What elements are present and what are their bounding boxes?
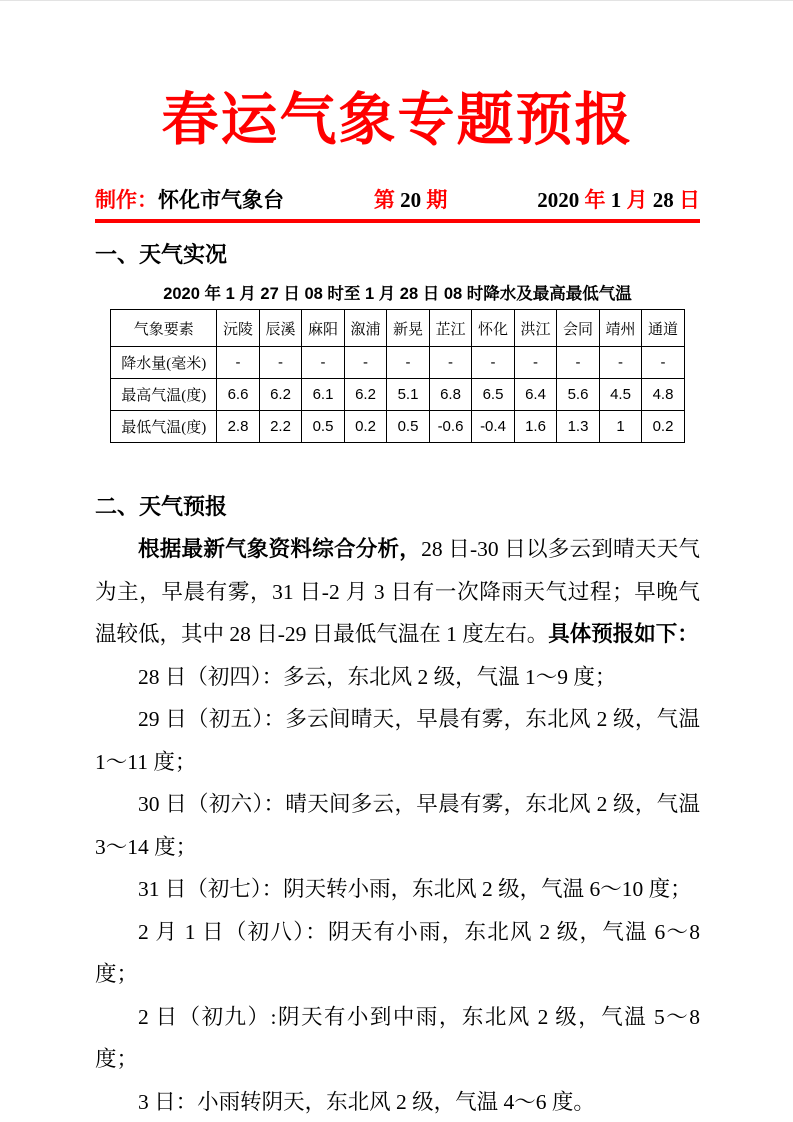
issue-number <box>374 184 448 214</box>
section2-heading: 二、天气预报 <box>95 494 228 520</box>
value-cell: 4.5 <box>599 379 642 411</box>
value-cell: 1.3 <box>557 411 600 443</box>
value-cell: 1 <box>599 411 642 443</box>
value-cell: 6.4 <box>514 379 557 411</box>
section1-heading: 一、天气实况 <box>95 242 228 268</box>
forecast-paragraph: 30 日（初六）：晴天间多云，早晨有雾，东北风 2 级，气温 3～14 度； <box>95 792 700 859</box>
value-cell: 6.1 <box>302 379 345 411</box>
value-cell: 6.6 <box>217 379 260 411</box>
row-label: 最高气温(度) <box>111 379 217 411</box>
value-cell: - <box>387 347 430 379</box>
date-day-char: 日 <box>673 188 700 213</box>
value-cell: 5.1 <box>387 379 430 411</box>
issue-value: 20 <box>400 188 422 213</box>
value-cell: - <box>302 347 345 379</box>
date-year-char: 年 <box>579 188 611 213</box>
value-cell: 6.2 <box>259 379 302 411</box>
row-label: 最低气温(度) <box>111 411 217 443</box>
date-month: 1 <box>610 188 622 213</box>
forecast-paragraph: 29 日（初五）：多云间晴天，早晨有雾，东北风 2 级，气温 1～11 度； <box>95 707 700 774</box>
table-head <box>111 310 685 347</box>
date-day: 28 <box>652 188 674 213</box>
intro-body-text: 28 日-30 日以多云到晴天天气为主，早晨有雾，31 日-2 月 3 日有一次降雨天气过程；早晚气温较低，其中 28 日-29 日最低气温在 1 度左右。 <box>95 537 700 647</box>
forecast-list <box>95 656 700 1122</box>
forecast-paragraph: 28 日（初四）：多云，东北风 2 级，气温 1～9 度； <box>138 664 617 689</box>
value-cell: - <box>259 347 302 379</box>
value-cell: - <box>642 347 685 379</box>
value-cell: 6.2 <box>344 379 387 411</box>
document-page <box>0 83 793 1122</box>
column-header: 洪江 <box>514 310 557 347</box>
date-year: 2020 <box>537 188 580 213</box>
producer <box>95 184 284 214</box>
value-cell: 6.5 <box>472 379 515 411</box>
column-header: 会同 <box>557 310 600 347</box>
table-row <box>111 347 685 379</box>
column-header: 气象要素 <box>111 310 217 347</box>
column-header: 新晃 <box>387 310 430 347</box>
column-header: 沅陵 <box>217 310 260 347</box>
intro-lead-bold: 根据最新气象资料综合分析， <box>138 537 422 562</box>
issue-date <box>537 184 700 214</box>
page-title: 春运气象专题预报 <box>161 89 634 152</box>
value-cell: 0.2 <box>642 411 685 443</box>
column-header: 通道 <box>642 310 685 347</box>
forecast-paragraph: 2 月 1 日（初八）：阴天有小雨，东北风 2 级，气温 6～8 度； <box>95 919 700 987</box>
issue-suffix: 期 <box>421 188 448 213</box>
value-cell: 6.8 <box>429 379 472 411</box>
value-cell: - <box>599 347 642 379</box>
column-header: 辰溪 <box>259 310 302 347</box>
forecast-paragraph: 2 日（初九）:阴天有小到中雨，东北风 2 级，气温 5～8 度； <box>95 1004 700 1072</box>
value-cell: -0.4 <box>472 411 515 443</box>
value-cell: 2.8 <box>217 411 260 443</box>
column-header: 芷江 <box>429 310 472 347</box>
producer-label: 制作： <box>95 188 158 213</box>
value-cell: - <box>344 347 387 379</box>
meta-row <box>95 184 700 214</box>
value-cell: -0.6 <box>429 411 472 443</box>
column-header: 靖州 <box>599 310 642 347</box>
row-label: 降水量(毫米) <box>111 347 217 379</box>
table-body <box>111 347 685 443</box>
intro-paragraph <box>95 528 700 656</box>
value-cell: 5.6 <box>557 379 600 411</box>
value-cell: - <box>514 347 557 379</box>
column-header: 溆浦 <box>344 310 387 347</box>
value-cell: - <box>557 347 600 379</box>
value-cell: 4.8 <box>642 379 685 411</box>
value-cell: 1.6 <box>514 411 557 443</box>
value-cell: 0.5 <box>302 411 345 443</box>
table-title: 2020 年 1 月 27 日 08 时至 1 月 28 日 08 时降水及最高最低气温 <box>163 285 632 304</box>
issue-prefix: 第 <box>373 188 401 213</box>
producer-name: 怀化市气象台 <box>158 188 284 213</box>
table-row <box>111 379 685 411</box>
column-header: 麻阳 <box>302 310 345 347</box>
table-header-row <box>111 310 685 347</box>
value-cell: 0.5 <box>387 411 430 443</box>
forecast-paragraph: 31 日（初七）：阴天转小雨，东北风 2 级，气温 6～10 度； <box>138 877 692 902</box>
value-cell: 0.2 <box>344 411 387 443</box>
value-cell: - <box>429 347 472 379</box>
intro-tail-bold: 具体预报如下： <box>548 622 699 647</box>
forecast-paragraph: 3 日：小雨转阴天，东北风 2 级，气温 4～6 度。 <box>138 1089 595 1114</box>
date-month-char: 月 <box>621 188 653 213</box>
table-row <box>111 411 685 443</box>
column-header: 怀化 <box>472 310 515 347</box>
weather-table <box>110 309 685 443</box>
header-divider <box>95 219 700 223</box>
value-cell: 2.2 <box>259 411 302 443</box>
value-cell: - <box>217 347 260 379</box>
value-cell: - <box>472 347 515 379</box>
